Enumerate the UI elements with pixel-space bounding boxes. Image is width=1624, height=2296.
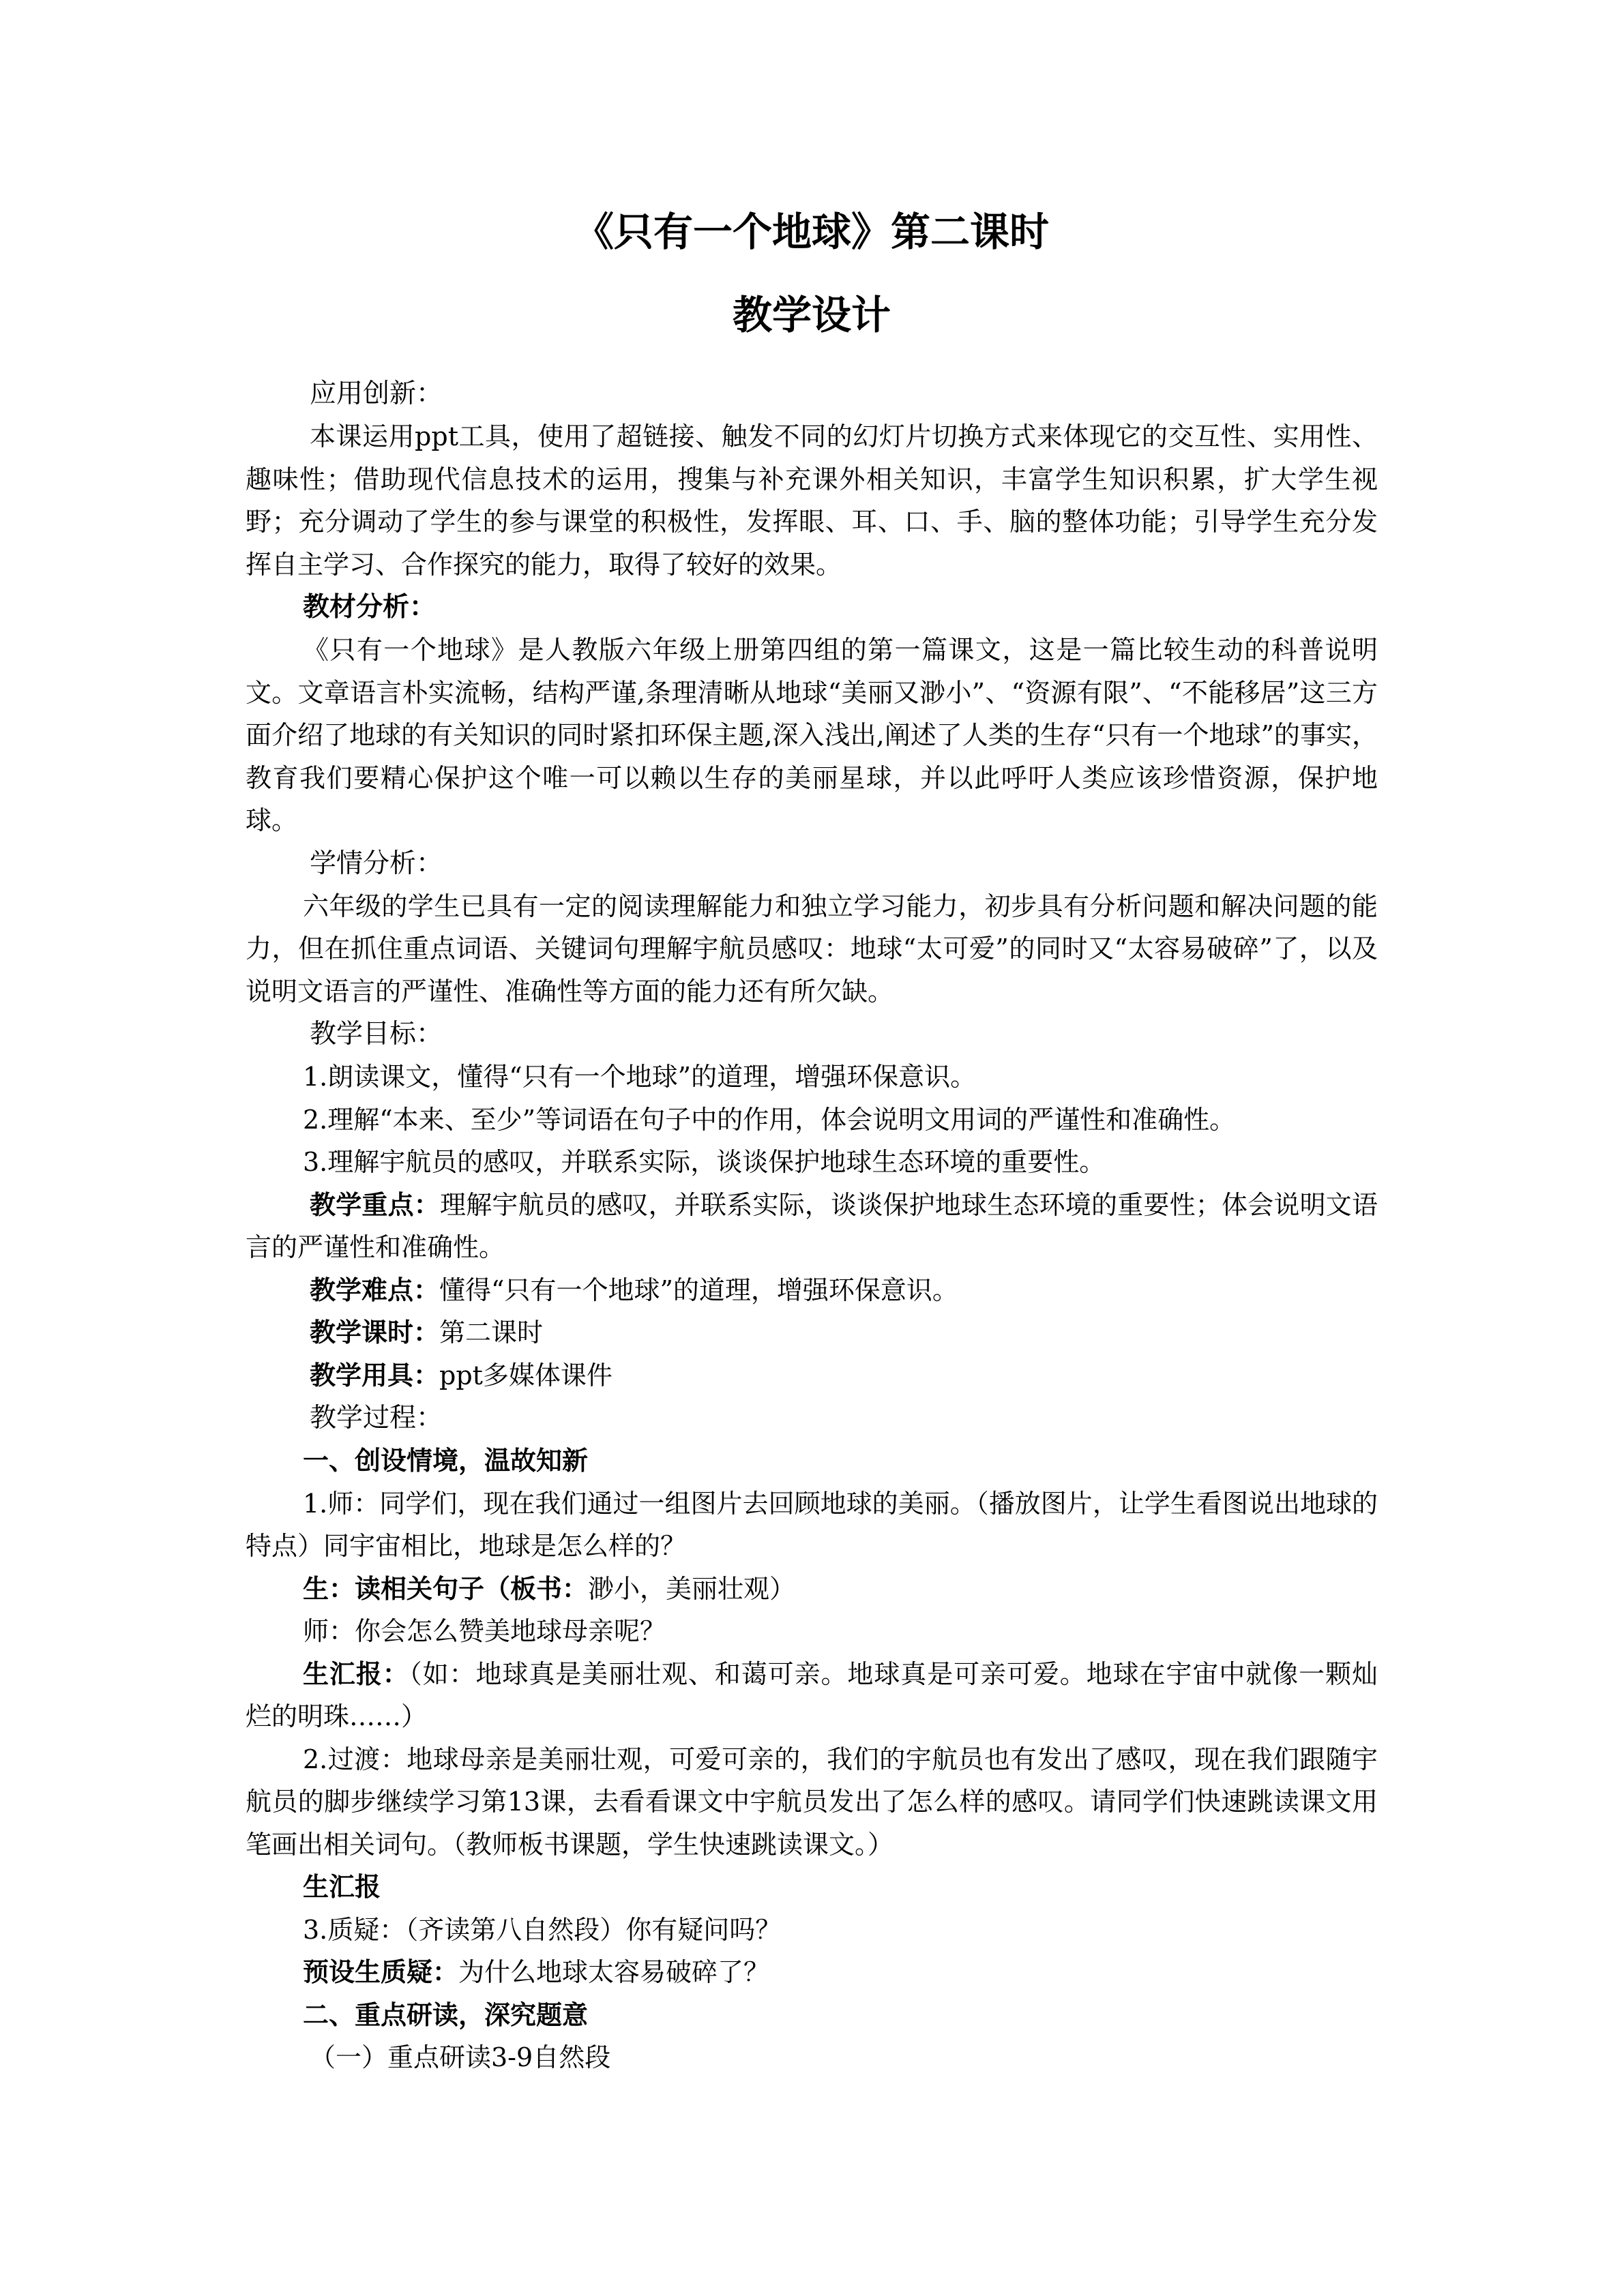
text-teaching-period: 第二课时 xyxy=(439,1317,544,1347)
goal-item-3: 3.理解宇航员的感叹，并联系实际，谈谈保护地球生态环境的重要性。 xyxy=(303,1147,1106,1177)
label-preset-question: 预设生质疑： xyxy=(303,1957,459,1987)
text-teaching-focus: 理解宇航员的感叹，并联系实际，谈谈保护地球生态环境的重要性；体会说明文语言的严谨性和准确性。 xyxy=(246,1189,1378,1262)
paragraph-student-analysis: 六年级的学生已具有一定的阅读理解能力和独立学习能力，初步具有分析问题和解决问题的能力，但在抓住重点词语、关键词句理解宇航员感叹：地球“太可爱”的同时又“太容易破碎”了，以及说明文语言的严谨性、准确性等方面的能力还有所欠缺。 xyxy=(246,891,1378,1007)
paragraph-teaching-difficulty xyxy=(246,1269,1378,1312)
heading-teaching-goals: 教学目标： xyxy=(310,1019,443,1049)
heading-student-analysis: 学情分析： xyxy=(310,848,443,879)
text-student-report: （如：地球真是美丽壮观、和蔼可亲。地球真是可亲可爱。地球在宇宙中就像一颗灿烂的明珠……） xyxy=(246,1658,1378,1731)
label-teaching-period: 教学课时： xyxy=(310,1317,440,1347)
document-subtitle: 教学设计 xyxy=(732,292,891,338)
step-1-title: 一、创设情境，温故知新 xyxy=(303,1446,589,1476)
goal-item-2: 2.理解“本来、至少”等词语在句子中的作用，体会说明文用词的严谨性和准确性。 xyxy=(303,1104,1236,1135)
step-1-paragraph-1: 1.师：同学们，现在我们通过一组图片去回顾地球的美丽。（播放图片，让学生看图说出地球的特点）同宇宙相比，地球是怎么样的？ xyxy=(246,1488,1378,1561)
paragraph-application: 本课运用ppt工具，使用了超链接、触发不同的幻灯片切换方式来体现它的交互性、实用性、趣味性；借助现代信息技术的运用，搜集与补充课外相关知识，丰富学生知识积累，扩大学生视野；充分调动了学生的参与课堂的积极性，发挥眼、耳、口、手、脑的整体功能；引导学生充分发挥自主学习、合作探究的能力，取得了较好的效果。 xyxy=(246,421,1378,580)
label-teaching-difficulty: 教学难点： xyxy=(310,1274,440,1305)
heading-teaching-process: 教学过程： xyxy=(310,1403,443,1433)
step-1-teacher-question: 师：你会怎么赞美地球母亲呢？ xyxy=(303,1616,666,1646)
step-2-subtitle: （一）重点研读3-9自然段 xyxy=(310,2042,611,2072)
step-1-student-reading xyxy=(246,1568,1378,1611)
label-teaching-focus: 教学重点： xyxy=(310,1189,440,1220)
label-student-reading: 生：读相关句子（板书： xyxy=(303,1573,589,1604)
document-page xyxy=(246,191,1378,2079)
paragraph-teaching-tools xyxy=(246,1354,1378,1397)
paragraph-material-analysis: 《只有一个地球》是人教版六年级上册第四组的第一篇课文，这是一篇比较生动的科普说明文。文章语言朴实流畅，结构严谨,条理清晰从地球“美丽又渺小”、“资源有限”、“不能移居”这三方面介绍了地球的有关知识的同时紧扣环保主题,深入浅出,阐述了人类的生存“只有一个地球”的事实，教育我们要精心保护这个唯一可以赖以生存的美丽星球，并以此呼吁人类应该珍惜资源，保护地球。 xyxy=(246,635,1378,835)
paragraph-teaching-period xyxy=(246,1311,1378,1354)
text-student-reading: 渺小，美丽壮观） xyxy=(588,1573,796,1604)
step-1-student-report xyxy=(246,1653,1378,1738)
text-teaching-tools: ppt多媒体课件 xyxy=(439,1360,612,1390)
label-teaching-tools: 教学用具： xyxy=(310,1360,440,1390)
text-preset-question: 为什么地球太容易破碎了？ xyxy=(458,1957,770,1987)
text-teaching-difficulty: 懂得“只有一个地球”的道理，增强环保意识。 xyxy=(439,1274,958,1305)
paragraph-teaching-focus xyxy=(246,1184,1378,1269)
heading-application: 应用创新： xyxy=(310,378,443,409)
step-1-report-label: 生汇报 xyxy=(303,1872,381,1902)
step-1-paragraph-2: 2.过渡：地球母亲是美丽壮观，可爱可亲的，我们的宇航员也有发出了感叹，现在我们跟随宇航员的脚步继续学习第13课，去看看课文中宇航员发出了怎么样的感叹。请同学们快速跳读课文用笔画出相关词句。（教师板书课题，学生快速跳读课文。） xyxy=(246,1744,1378,1860)
goal-item-1: 1.朗读课文，懂得“只有一个地球”的道理，增强环保意识。 xyxy=(303,1062,977,1092)
heading-material-analysis: 教材分析： xyxy=(303,592,437,623)
step-1-preset-question xyxy=(246,1951,1378,1994)
step-1-paragraph-3: 3.质疑：（齐读第八自然段）你有疑问吗？ xyxy=(303,1914,782,1945)
document-title: 《只有一个地球》第二课时 xyxy=(574,209,1049,255)
step-2-title: 二、重点研读，深究题意 xyxy=(303,1999,589,2030)
label-student-report: 生汇报： xyxy=(303,1658,409,1689)
